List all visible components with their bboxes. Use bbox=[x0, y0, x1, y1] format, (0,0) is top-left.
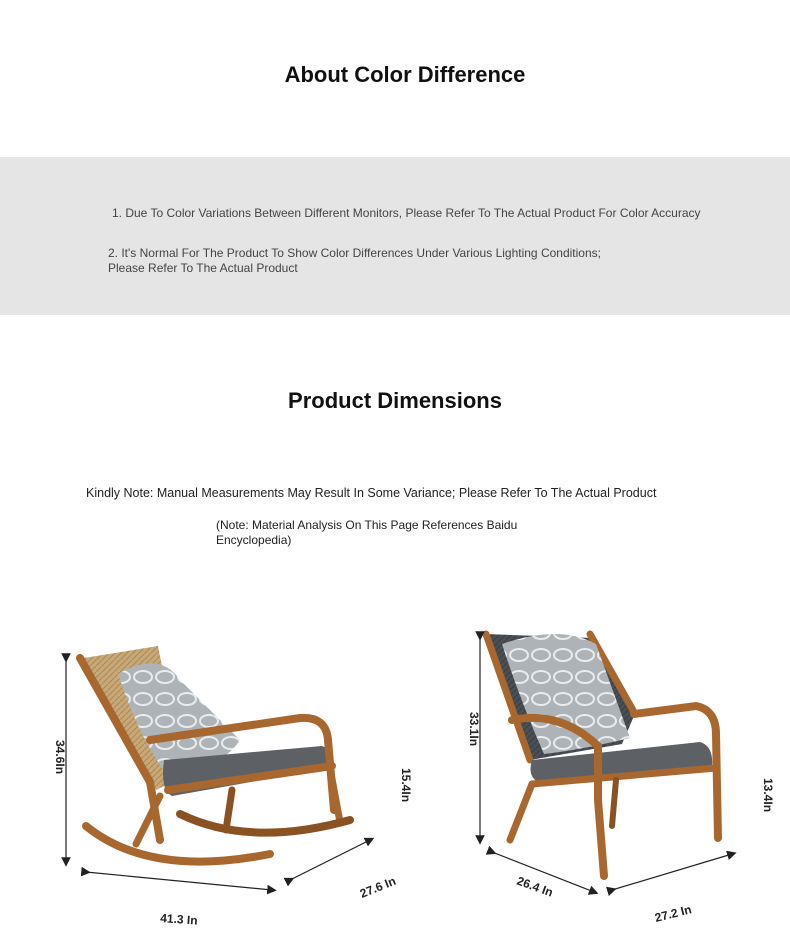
armchair-seat-height-label: 13.4In bbox=[761, 778, 775, 813]
armchair-depth-label: 26.4 In bbox=[514, 873, 555, 900]
rear-leg-shape bbox=[330, 768, 340, 822]
material-note-line-2: Encyclopedia) bbox=[216, 533, 292, 547]
depth-dimension-line bbox=[290, 840, 370, 880]
material-note-line-1: (Note: Material Analysis On This Page References Baidu bbox=[216, 518, 518, 532]
color-notes-band bbox=[0, 157, 790, 315]
rocking-height-label: 34.6In bbox=[53, 740, 67, 775]
color-difference-title: About Color Difference bbox=[284, 62, 526, 87]
rocking-depth-label: 27.6 In bbox=[357, 873, 398, 901]
length-dimension-line bbox=[86, 872, 272, 890]
armchair-height-label: 33.1In bbox=[467, 712, 481, 747]
mid-leg-shape bbox=[612, 780, 616, 826]
rear-rocker-shape bbox=[180, 814, 350, 833]
rocking-chair-image bbox=[0, 600, 420, 946]
kindly-note: Kindly Note: Manual Measurements May Result In Some Variance; Please Refer To The Actual Product bbox=[86, 486, 657, 500]
rocking-length-label: 41.3 In bbox=[159, 911, 199, 928]
armchair-width-label: 27.2 In bbox=[653, 902, 693, 925]
width-dimension-line bbox=[612, 854, 732, 890]
front-left-leg-shape bbox=[510, 784, 532, 840]
rocking-seat-height-label: 15.4In bbox=[399, 768, 413, 803]
color-note-1: 1. Due To Color Variations Between Different Monitors, Please Refer To The Actual Product For Color Accuracy bbox=[112, 206, 701, 220]
color-note-2 bbox=[108, 246, 668, 276]
armchair-image bbox=[420, 600, 790, 946]
mid-leg-shape bbox=[226, 790, 232, 830]
color-note-2-line-1: 2. It's Normal For The Product To Show Color Differences Under Various Lighting Conditions; bbox=[108, 246, 601, 260]
material-note bbox=[216, 518, 536, 548]
color-note-2-line-2: Please Refer To The Actual Product bbox=[108, 261, 298, 275]
product-dimensions-title: Product Dimensions bbox=[288, 388, 502, 413]
